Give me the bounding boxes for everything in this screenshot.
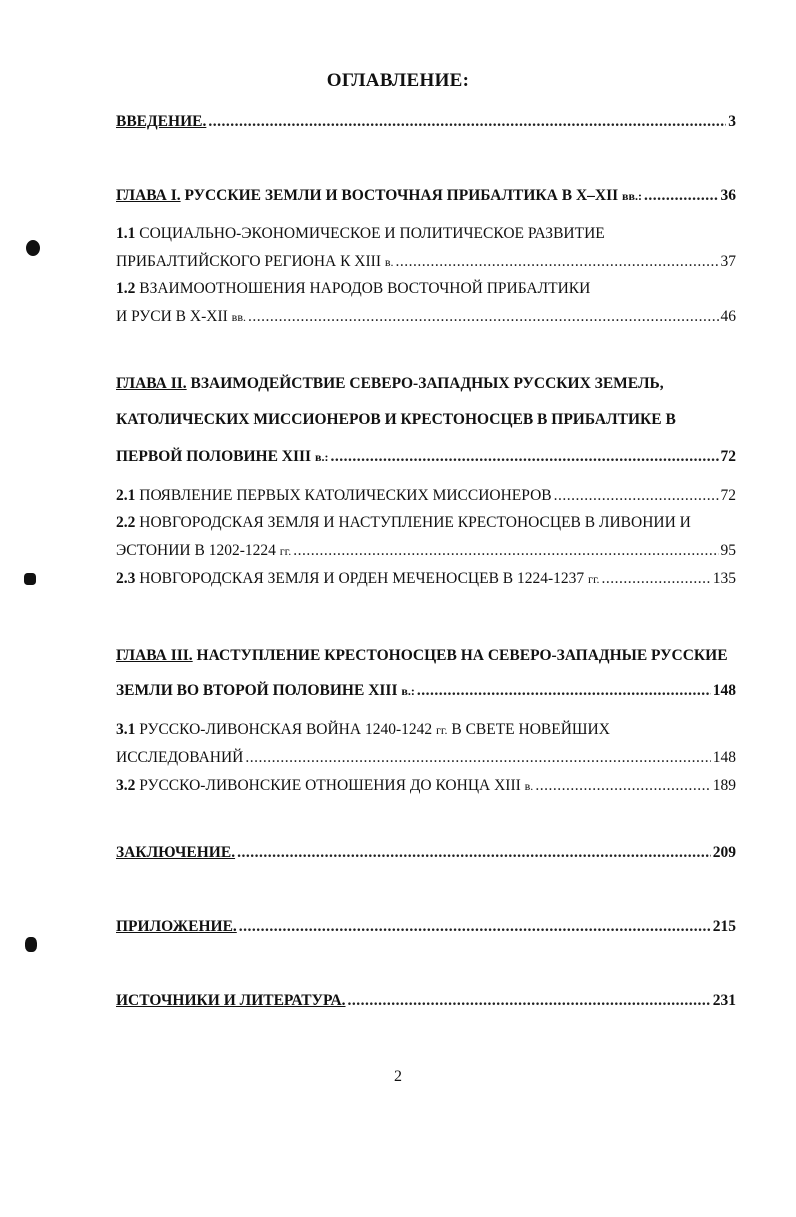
- section-2-1-title: ПОЯВЛЕНИЕ ПЕРВЫХ КАТОЛИЧЕСКИХ МИССИОНЕРОВ: [139, 487, 552, 504]
- page-number: 2: [394, 1068, 402, 1085]
- toc-entry-chapter-3[interactable]: [116, 681, 736, 701]
- section-2-1-number: 2.1: [116, 487, 136, 504]
- chapter-3-suffix: в.:: [401, 684, 415, 698]
- leader-dots: [602, 569, 711, 589]
- section-3-1-line-1[interactable]: [116, 720, 610, 740]
- leader-dots: [348, 991, 711, 1011]
- leader-dots: [237, 843, 711, 863]
- leader-dots: [535, 776, 710, 796]
- section-2-2-title: НОВГОРОДСКАЯ ЗЕМЛЯ И НАСТУПЛЕНИЕ КРЕСТОНОСЦЕВ В ЛИВОНИИ И: [139, 514, 691, 531]
- chapter-2-title-end: ПЕРВОЙ ПОЛОВИНЕ XIII: [116, 448, 312, 465]
- scan-mark: [24, 573, 36, 585]
- section-3-1-title-b: В СВЕТЕ НОВЕЙШИХ: [451, 721, 610, 738]
- section-1-1-page: 37: [720, 253, 736, 270]
- section-1-2-suffix: вв.: [231, 310, 246, 324]
- leader-dots: [239, 917, 711, 937]
- toc-entry-conclusion[interactable]: [116, 843, 736, 863]
- leader-dots: [417, 681, 711, 701]
- scan-mark: [26, 240, 40, 256]
- conclusion-label: ЗАКЛЮЧЕНИЕ.: [116, 844, 236, 861]
- toc-entry-chapter-2[interactable]: [116, 447, 736, 467]
- toc-entry-section-3-1[interactable]: [116, 748, 736, 768]
- section-3-2-page: 189: [712, 777, 736, 794]
- section-2-3-title: НОВГОРОДСКАЯ ЗЕМЛЯ И ОРДЕН МЕЧЕНОСЦЕВ В 1224-1237: [139, 570, 585, 587]
- section-2-2-number: 2.2: [116, 514, 136, 531]
- section-3-2-title: РУССКО-ЛИВОНСКИЕ ОТНОШЕНИЯ ДО КОНЦА XIII: [139, 777, 521, 794]
- section-1-1-number: 1.1: [116, 225, 136, 242]
- chapter-2-suffix: в.:: [314, 450, 329, 464]
- appendix-page: 215: [712, 918, 736, 935]
- leader-dots: [208, 112, 726, 132]
- chapter-2-page: 72: [720, 448, 736, 465]
- leader-dots: [396, 252, 719, 272]
- section-3-1-page: 148: [712, 749, 736, 766]
- chapter-2-line-2: [116, 410, 676, 430]
- section-2-2-suffix: гг.: [279, 544, 292, 558]
- chapter-1-suffix: вв.:: [622, 189, 643, 203]
- leader-dots: [554, 486, 719, 506]
- introduction-label: ВВЕДЕНИЕ.: [116, 113, 207, 130]
- section-2-3-page: 135: [712, 570, 736, 587]
- page-title: ОГЛАВЛЕНИЕ:: [326, 70, 470, 91]
- toc-entry-introduction[interactable]: [116, 112, 736, 132]
- chapter-3-number: ГЛАВА III.: [116, 647, 193, 664]
- section-1-1-suffix: в.: [384, 255, 394, 269]
- section-2-2-line-1[interactable]: [116, 513, 691, 533]
- chapter-3-line-1[interactable]: [116, 646, 728, 666]
- toc-entry-section-2-2[interactable]: [116, 541, 736, 561]
- toc-entry-section-2-3[interactable]: [116, 569, 736, 589]
- chapter-1-title: РУССКИЕ ЗЕМЛИ И ВОСТОЧНАЯ ПРИБАЛТИКА В X–XII: [184, 187, 619, 204]
- conclusion-page: 209: [712, 844, 736, 861]
- leader-dots: [248, 307, 719, 327]
- section-3-2-suffix: в.: [524, 779, 534, 793]
- section-1-1-title: СОЦИАЛЬНО-ЭКОНОМИЧЕСКОЕ И ПОЛИТИЧЕСКОЕ РАЗВИТИЕ: [139, 225, 605, 242]
- section-1-2-page: 46: [720, 308, 736, 325]
- section-3-1-number: 3.1: [116, 721, 136, 738]
- section-1-1-line-1[interactable]: [116, 224, 605, 244]
- toc-entry-sources[interactable]: [116, 991, 736, 1011]
- toc-entry-section-3-2[interactable]: [116, 776, 736, 796]
- sources-label: ИСТОЧНИКИ И ЛИТЕРАТУРА.: [116, 992, 346, 1009]
- appendix-label: ПРИЛОЖЕНИЕ.: [116, 918, 237, 935]
- section-3-1-title: РУССКО-ЛИВОНСКАЯ ВОЙНА 1240-1242: [139, 721, 433, 738]
- introduction-page: 3: [728, 113, 736, 130]
- chapter-2-title: ВЗАИМОДЕЙСТВИЕ СЕВЕРО-ЗАПАДНЫХ РУССКИХ ЗЕМЕЛЬ,: [190, 375, 664, 392]
- toc-entry-section-2-1[interactable]: [116, 486, 736, 506]
- chapter-3-page: 148: [712, 682, 736, 699]
- chapter-1-number: ГЛАВА I.: [116, 187, 181, 204]
- leader-dots: [330, 447, 718, 467]
- leader-dots: [293, 541, 718, 561]
- sources-page: 231: [712, 992, 736, 1009]
- section-3-2-number: 3.2: [116, 777, 136, 794]
- chapter-1-page: 36: [720, 187, 736, 204]
- chapter-3-title: НАСТУПЛЕНИЕ КРЕСТОНОСЦЕВ НА СЕВЕРО-ЗАПАДНЫЕ РУССКИЕ: [196, 647, 728, 664]
- chapter-3-title-cont: ЗЕМЛИ ВО ВТОРОЙ ПОЛОВИНЕ XIII: [116, 682, 398, 699]
- section-3-1-mid: гг.: [435, 723, 448, 737]
- chapter-2-number: ГЛАВА II.: [116, 375, 187, 392]
- chapter-2-line-1[interactable]: [116, 374, 664, 394]
- toc-entry-section-1-1[interactable]: [116, 252, 736, 272]
- section-1-2-line-1[interactable]: [116, 279, 590, 299]
- section-2-2-page: 95: [720, 542, 736, 559]
- toc-entry-section-1-2[interactable]: [116, 307, 736, 327]
- section-1-1-title-cont: ПРИБАЛТИЙСКОГО РЕГИОНА К XIII: [116, 253, 381, 270]
- section-2-3-suffix: гг.: [588, 572, 600, 586]
- section-2-1-page: 72: [720, 487, 736, 504]
- section-2-2-title-cont: ЭСТОНИИ В 1202-1224: [116, 542, 276, 559]
- scan-mark: [25, 937, 37, 952]
- toc-entry-chapter-1[interactable]: [116, 186, 736, 206]
- section-1-2-title: ВЗАИМООТНОШЕНИЯ НАРОДОВ ВОСТОЧНОЙ ПРИБАЛТИКИ: [139, 280, 591, 297]
- section-3-1-title-cont: ИССЛЕДОВАНИЙ: [116, 749, 244, 766]
- section-2-3-number: 2.3: [116, 570, 136, 587]
- toc-entry-appendix[interactable]: [116, 917, 736, 937]
- chapter-2-title-cont: КАТОЛИЧЕСКИХ МИССИОНЕРОВ И КРЕСТОНОСЦЕВ В ПРИБАЛТИКЕ В: [116, 411, 676, 428]
- section-1-2-number: 1.2: [116, 280, 136, 297]
- leader-dots: [245, 748, 710, 768]
- section-1-2-title-cont: И РУСИ В X-XII: [116, 308, 228, 325]
- leader-dots: [644, 186, 718, 206]
